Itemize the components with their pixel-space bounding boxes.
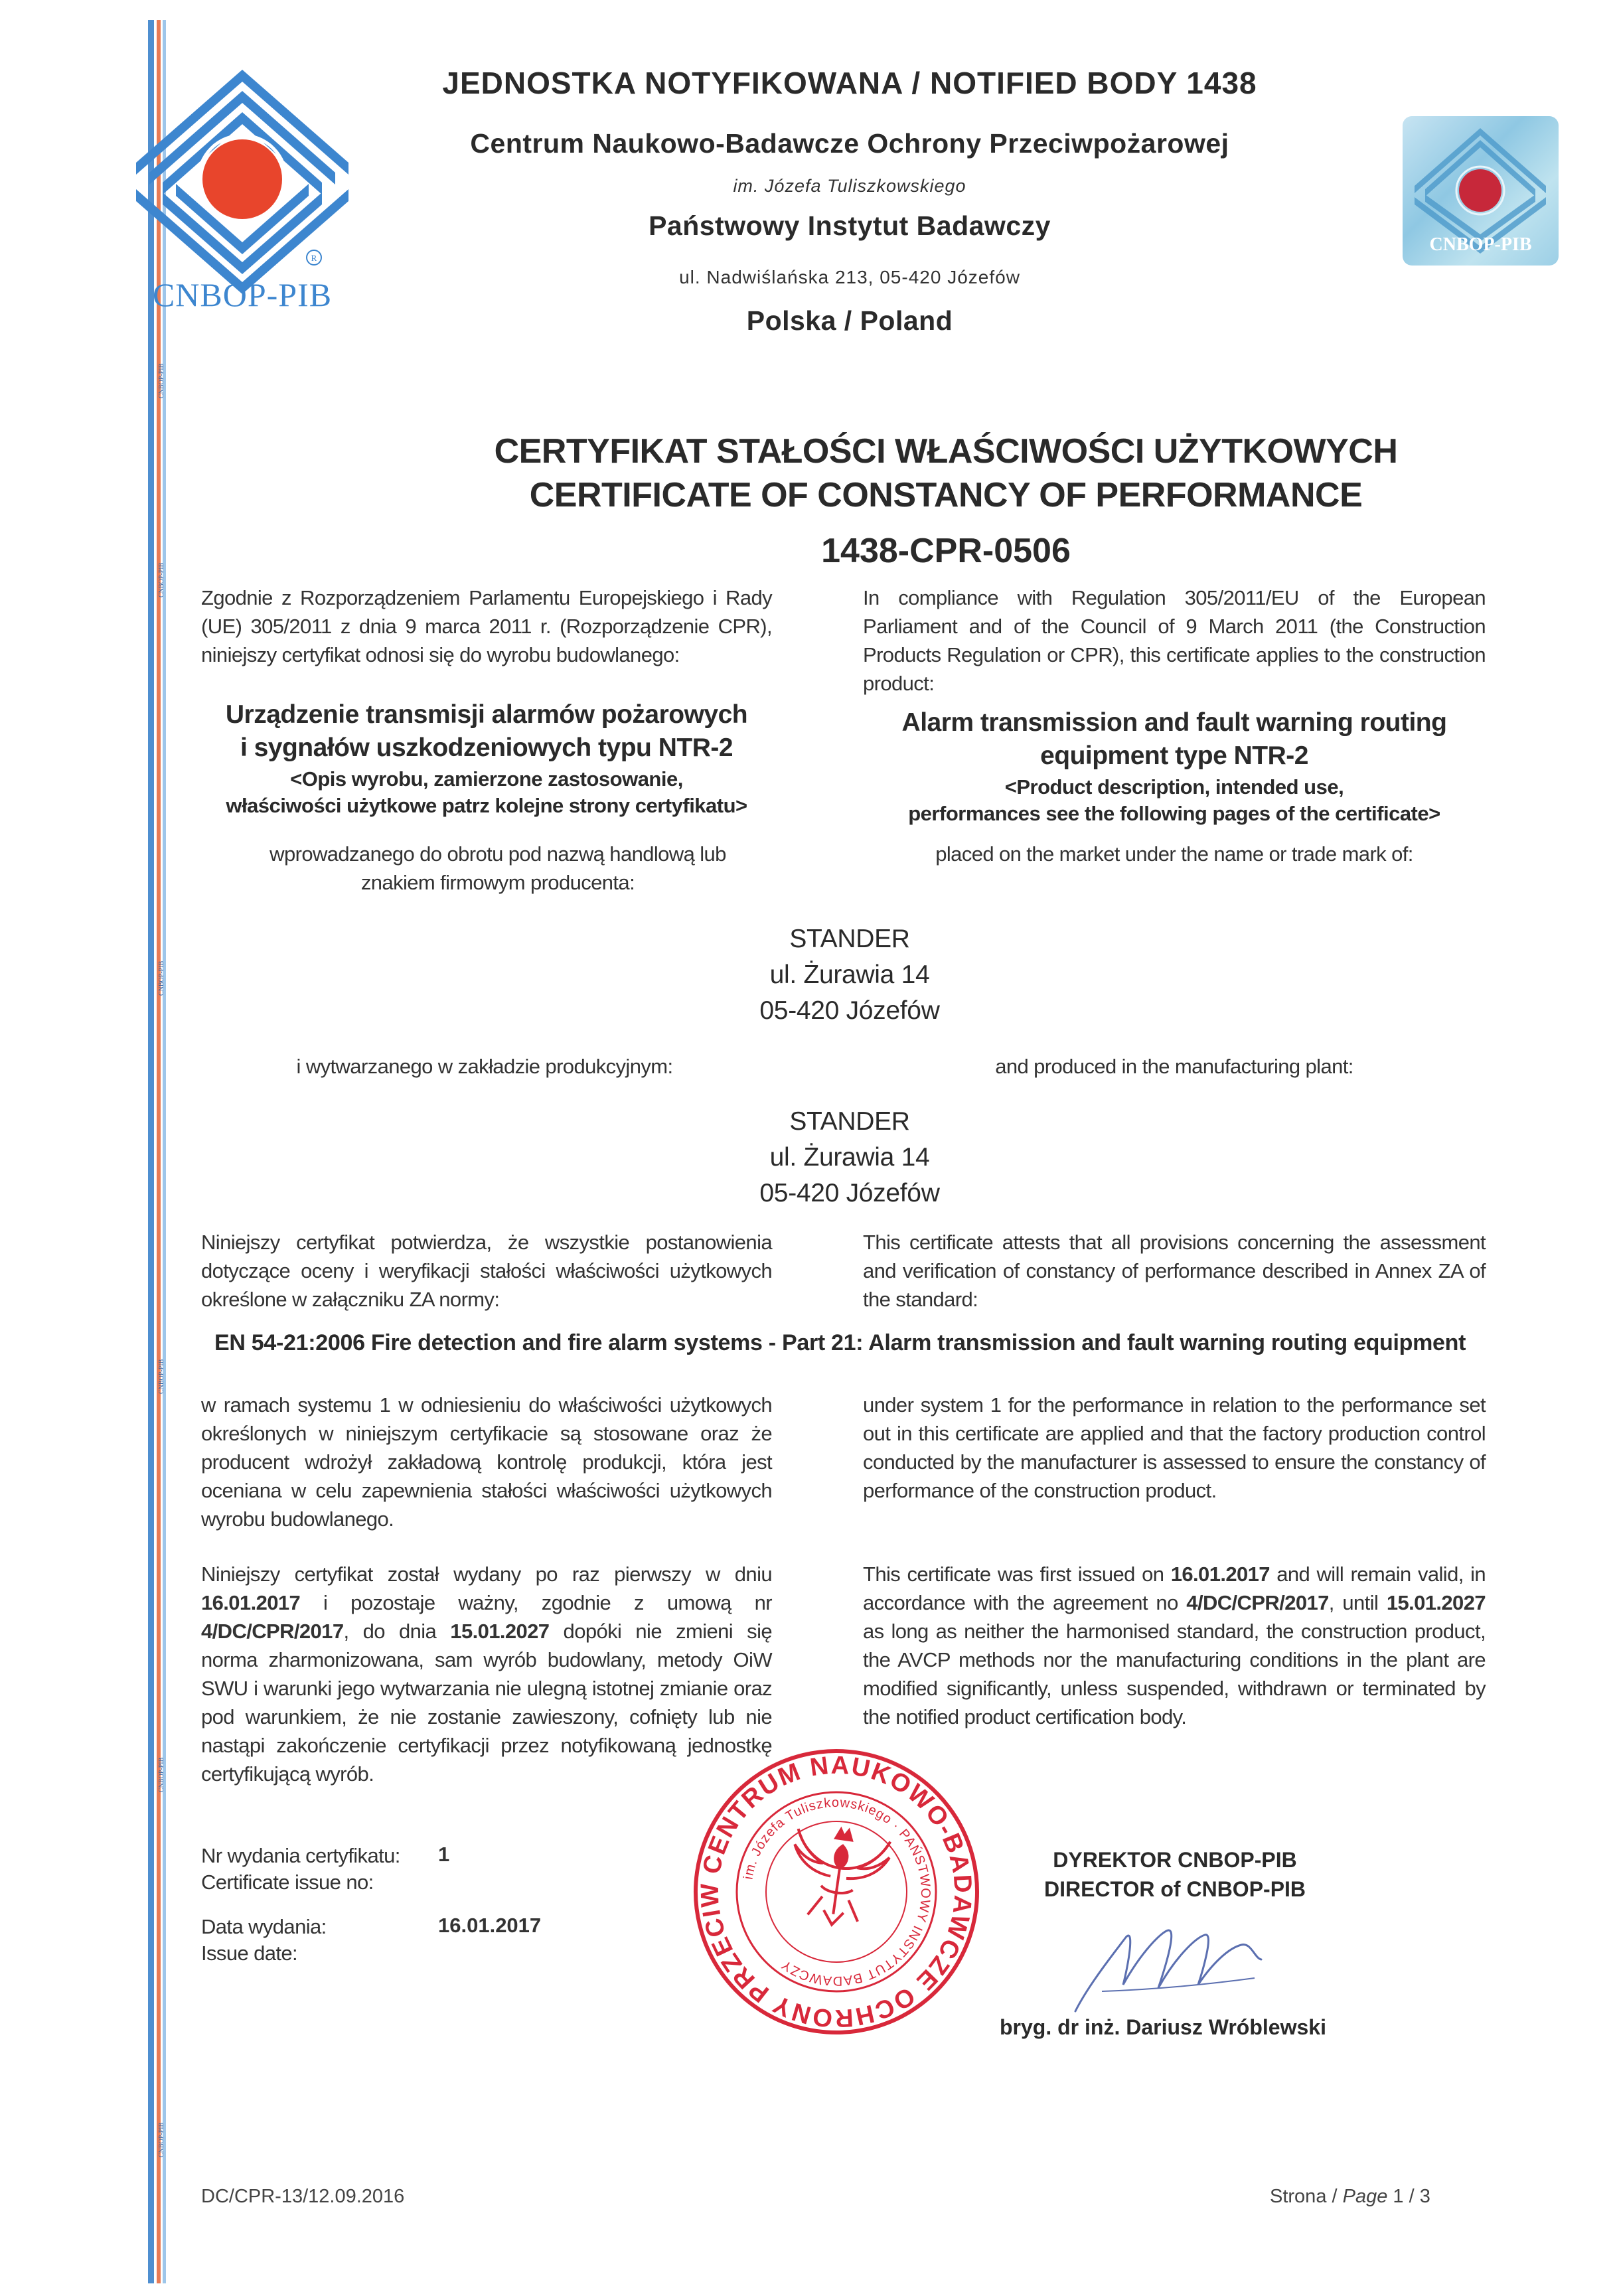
harmonised-standard: EN 54-21:2006 Fire detection and fire alarm systems - Part 21: Alarm transmission and fault warning routing equipment (214, 1330, 1466, 1355)
expiry-date-pl: 15.01.2027 (450, 1620, 550, 1643)
issue-no-label-pl: Nr wydania certyfikatu: (201, 1844, 400, 1867)
plant-block (518, 1104, 1182, 1211)
issue-date-value: 16.01.2017 (438, 1914, 542, 1937)
handwritten-signature (1062, 1912, 1274, 2018)
notified-body-heading: JEDNOSTKA NOTYFIKOWANA / NOTIFIED BODY 1438 (442, 66, 1257, 100)
stripe-label: CNBOP-PIB (158, 960, 165, 996)
signatory-title-pl: DYREKTOR CNBOP-PIB (1053, 1848, 1297, 1872)
validity-pl-text: , do dnia (343, 1620, 451, 1643)
hologram-text: CNBOP-PIB (1429, 234, 1532, 255)
official-stamp (672, 1727, 1002, 2057)
product-name-pl-line1: Urządzenie transmisji alarmów pożarowych (225, 700, 748, 729)
agreement-number-en: 4/DC/CPR/2017 (1186, 1591, 1329, 1614)
plant-name: STANDER (789, 1107, 910, 1136)
logo-text: CNBOP-PIB (152, 276, 333, 313)
stripe-label: CNBOP-PIB (158, 1757, 165, 1792)
plant-intro-pl: i wytwarzanego w zakładzie produkcyjnym: (296, 1055, 673, 1078)
intro-en: In compliance with Regulation 305/2011/EU of the European Parliament and of the Council of 9 March 2011 (the Construction Products Regulation or CPR), this certificate applies to the construction product: (863, 586, 1486, 695)
product-description-en (863, 706, 1486, 827)
system-en: under system 1 for the performance in relation to the performance set out in this certificate are applied and that the factory production control conducted by the manufacturer is assessed to ensure the constancy of performance of the construction product. (863, 1393, 1486, 1502)
validity-pl-text: Niniejszy certyfikat został wydany po raz pierwszy w dniu (201, 1563, 772, 1586)
validity-en (863, 1560, 1486, 1731)
title-en: CERTIFICATE OF CONSTANCY OF PERFORMANCE (529, 476, 1363, 514)
institute-name: Państwowy Instytut Badawczy (649, 210, 1051, 241)
left-security-stripe (148, 20, 167, 2283)
stripe-label: CNBOP-PIB (158, 562, 165, 597)
product-name-pl-line2: i sygnałów uszkodzeniowych typu NTR-2 (240, 733, 733, 762)
product-name-en-line1: Alarm transmission and fault warning routing (901, 708, 1447, 737)
product-name-en-line2: equipment type NTR-2 (1040, 741, 1308, 770)
issue-date-pl: 16.01.2017 (201, 1591, 301, 1614)
product-note-en-line1: <Product description, intended use, (1004, 775, 1344, 799)
svg-text:R: R (311, 253, 317, 263)
validity-pl-text: i pozostaje ważny, zgodnie z umową nr (300, 1591, 772, 1614)
market-pl: wprowadzanego do obrotu pod nazwą handlową lub znakiem firmowym producenta: (269, 842, 726, 894)
manufacturer-street: ul. Żurawia 14 (769, 960, 930, 989)
stripe-label: CNBOP-PIB (158, 1359, 165, 1394)
country: Polska / Poland (746, 305, 953, 336)
plant-city: 05-420 Józefów (759, 1179, 940, 1207)
issue-no-label-en: Certificate issue no: (201, 1871, 374, 1894)
issue-no-label (201, 1843, 440, 1896)
plant-street: ul. Żurawia 14 (769, 1143, 930, 1172)
certificate-number: 1438-CPR-0506 (821, 532, 1071, 570)
expiry-date-en: 15.01.2027 (1386, 1591, 1486, 1614)
manufacturer-city: 05-420 Józefów (759, 996, 940, 1025)
validity-en-text: as long as neither the harmonised standard, the construction product, the AVCP methods nor the manufacturing conditions in the plant are modified significantly, unless suspended, withdrawn or terminated by the notified product certification body. (863, 1620, 1486, 1728)
stripe-label: CNBOP-PIB (158, 363, 165, 398)
page-label: Strona (1270, 2186, 1327, 2207)
stamp-outer-text: CENTRUM NAUKOWO-BADAWCZE OCHRONY PRZECIWPOŻAROWEJ (696, 1751, 977, 2032)
validity-pl (201, 1560, 772, 1788)
signatory-title (1036, 1845, 1314, 1904)
product-description-pl (201, 698, 772, 819)
issue-date-label-en: Issue date: (201, 1942, 298, 1965)
eagle-emblem-icon (785, 1823, 893, 1932)
validity-en-text: , until (1328, 1591, 1387, 1614)
signatory-name: bryg. dr inż. Dariusz Wróblewski (1000, 2015, 1326, 2039)
system-pl: w ramach systemu 1 w odniesieniu do właściwości użytkowych określonych w niniejszym certyfikacie są stosowane oraz że producent wdrożył zakładową kontrolę produkcji, która jest oceniana w celu zapewnienia stałości właściwości użytkowych wyrobu budowlanego. (201, 1393, 772, 1531)
page-value: 1 / 3 (1393, 2186, 1430, 2207)
intro-pl: Zgodnie z Rozporządzeniem Parlamentu Europejskiego i Rady (UE) 305/2011 z dnia 9 marca 2011 r. (Rozporządzenie CPR), niniejszy certyfikat odnosi się do wyrobu budowlanego: (201, 586, 772, 666)
validity-en-text: and will remain valid, in accordance with the agreement no (863, 1563, 1486, 1614)
attest-en: This certificate attests that all provisions concerning the assessment and verification of constancy of performance described in Annex ZA of the standard: (863, 1231, 1486, 1311)
issue-no-value: 1 (438, 1843, 450, 1866)
validity-pl-text: dopóki nie zmieni się norma zharmonizowana, sam wyrób budowlany, metody OiW SWU i warunki jego wytwarzania nie ulegną istotnej zmianie oraz pod warunkiem, że nie zostanie zawieszony, cofnięty lub nie nastąpi zakończenie certyfikacji przez notyfikowaną jednostkę certyfikującą wyrób. (201, 1620, 772, 1786)
product-note-pl-line1: <Opis wyrobu, zamierzone zastosowanie, (290, 767, 683, 791)
market-en: placed on the market under the name or trade mark of: (935, 842, 1413, 866)
issue-date-en: 16.01.2017 (1170, 1563, 1270, 1586)
product-note-pl-line2: właściwości użytkowe patrz kolejne strony certyfikatu> (226, 794, 747, 817)
stripe-label: CNBOP-PIB (158, 2122, 165, 2157)
issue-date-label (201, 1914, 440, 1967)
validity-en-text: This certificate was first issued on (863, 1563, 1171, 1586)
stamp-inner-text: im. Józefa Tuliszkowskiego · PAŃSTWOWY INSTYTUT BADAWCZY (741, 1795, 933, 1989)
page-label-en: Page (1342, 2186, 1388, 2207)
address: ul. Nadwiślańska 213, 05-420 Józefów (679, 267, 1020, 287)
page-indicator: Strona / Page 1 / 3 (1270, 2186, 1430, 2207)
agreement-number-pl: 4/DC/CPR/2017 (201, 1620, 344, 1643)
hologram-seal (1403, 116, 1559, 266)
svg-text:CENTRUM NAUKOWO-BADAWCZE OCHRO (672, 1727, 999, 2050)
title-pl: CERTYFIKAT STAŁOŚCI WŁAŚCIWOŚCI UŻYTKOWYCH (494, 432, 1398, 471)
issue-date-label-pl: Data wydania: (201, 1915, 327, 1938)
plant-intro-en: and produced in the manufacturing plant: (995, 1055, 1353, 1078)
product-note-en-line2: performances see the following pages of the certificate> (908, 802, 1440, 825)
manufacturer-name: STANDER (789, 925, 910, 953)
centre-name: Centrum Naukowo-Badawcze Ochrony Przeciwpożarowej (470, 128, 1229, 159)
attest-pl: Niniejszy certyfikat potwierdza, że wszystkie postanowienia dotyczące oceny i weryfikacji stałości właściwości użytkowych określone w załączniku ZA normy: (201, 1231, 772, 1311)
manufacturer-block (518, 921, 1182, 1029)
document-reference: DC/CPR-13/12.09.2016 (201, 2186, 405, 2207)
signatory-title-en: DIRECTOR of CNBOP-PIB (1043, 1877, 1306, 1901)
patron-name: im. Józefa Tuliszkowskiego (733, 176, 966, 196)
